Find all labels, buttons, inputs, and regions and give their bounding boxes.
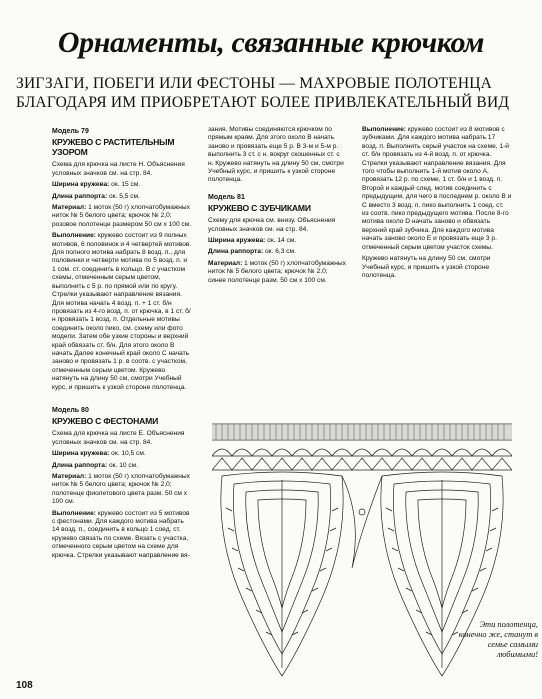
model-79-repeat: Длина раппорта: ок. 5,5 см. [52,192,140,200]
column-middle [208,126,346,288]
column-left [52,126,192,563]
model-79-scheme-note: Схема для крючка на листе Н. Объяснения условных значков см. на стр. 84. [52,161,185,177]
subtitle-line-2: БЛАГОДАРЯ ИМ ПРИОБРЕТАЮТ БОЛЕЕ ПРИВЛЕКАТЕЛЬНЫЙ ВИД [16,94,510,111]
model-79-execution: Выполнение: кружево состоит из 9 полных мотивов, 6 половинок и 4 четвертей мотивов. Для полного мотива набрать 8 возд. п., для половинки и четверти мотива по 5 возд. п. и 1 сом. ст. соединить в кольцо. В с участком схемы, отмеченным серым цветом, выполнить с 5 р. по прямой или по кругу. Стрелки указывают направление вязания. Для мотива начать 4 возд. п. + 1 ст. б/н провязать из 4-го возд. п. от крючка, в 1 ст. б/н провязать 1 возд. п. Отдельные мотивы соединить около пико, см. схему или фото модели. Затем обе узкие стороны и верхний край обвязать ст. б/н. Для этого около В начать Далее конечный край около С начать заново и провязать 1 р. в соотв. с участком, отмеченным серым цветом. Кружево натянуть на длину 50 см, смотри Учебный курс, и пришить к узкой стороне полотенца. [52,232,192,391]
model-81-execution: Выполнение: кружево состоит из 8 мотивов с зубчиками. Для каждого мотива набрать 17 возд. п. Выполнить серый участок на схеме, 1-й ст. б/н провязать из 4-й возд. п. от крючка. Стрелки указывают направление вязания. Для того чтобы выполнить 1-й мотив около А, провязать 12 р. по схеме, 1 ст. б/н и 1 возд. п. Второй и каждый след. мотив соединить с предыдущим, для чего в последнем р. около В и С вместо 3 возд. п. пико выполнить 1 соед. ст. из соотв. пико предыдущего мотива. После 8-го мотива около D начать заново и обвязать верхний край зубчика. Для каждого мотива начать заново около Е и провязать еще 3 р. отмеченный серым цветом участок схемы. [362,126,512,251]
model-81-finish: Кружево натянуть на длину 50 см, смотри Учебный курс, и пришить к узкой стороне полотенца. [362,255,491,279]
model-80-execution: Выполнение: кружево состоит из 5 мотивов с фестонами. Для каждого мотива набрать 14 возд. п., соединить в кольцо 1 соед. ст. кружево связать по схеме. Вязать с участка, отмеченного серым цветом на схеме для крючка. Стрелки указывают направление вя- [52,509,190,559]
model-80-repeat: Длина раппорта: ок. 10 см. [52,461,139,469]
model-79-number: Модель 79 [52,128,89,135]
model-79-heading: КРУЖЕВО С РАСТИТЕЛЬНЫМ УЗОРОМ [52,137,175,158]
model-81-number: Модель 81 [208,193,245,201]
photo-caption: Эти полотенца, конечно же, станут в семье самыми любимыми! [458,620,538,659]
model-80-material: Материал: 1 моток (50 г) хлопчатобумажных ниток № 5 белого цвета; крючок № 2,0; полотенце фиолетового цвета разм. 50 см х 100 см. [52,473,190,506]
model-81-width: Ширина кружева: ок. 14 см. [208,237,297,245]
page-subtitle [16,74,536,112]
page-number: 108 [16,680,33,691]
model-81-heading: КРУЖЕВО С ЗУБЧИКАМИ [208,203,311,214]
page-title: Орнаменты, связанные крючком [57,26,485,59]
model-80-continued: зания. Мотивы соединяются крючком по прямым краям. Для этого около В начать заново и провязать еще 5 р. В 3-м и 5-м р. выполнить 3 ст. с н. вокруг скошенных ст. с н. Кружево натянуть на длину 50 см, смотри Учебный курс, и пришить к узкой стороне полотенца. [208,126,344,184]
model-80-heading: КРУЖЕВО С ФЕСТОНАМИ [52,416,159,427]
model-81-material: Материал: 1 моток (50 г) хлопчатобумажных ниток № 5 белого цвета; крючок № 2,0; синее полотенце разм. 50 см х 100 см. [208,259,346,284]
subtitle-line-1: ЗИГЗАГИ, ПОБЕГИ ИЛИ ФЕСТОНЫ — МАХРОВЫЕ ПОЛОТЕНЦА [16,75,493,92]
model-80-scheme-note: Схема для крючка на листе Е. Объяснения условных значков см. на стр. 84. [52,430,185,446]
model-79-width: Ширина кружева: ок. 15 см. [52,181,141,189]
column-right [362,126,512,283]
model-80-width: Ширина кружева: ок. 10,5 см. [52,450,146,458]
model-80-number: Модель 80 [52,406,89,414]
model-81-scheme-note: Схему для крючка см. внизу. Объяснения условных значков см. на стр. 84. [208,217,336,233]
model-79-material: Материал: 1 моток (50 г) хлопчатобумажных ниток № 5 белого цвета; крючок № 2,0; розовое полотенце размером 50 см х 100 см. [52,204,192,228]
model-81-repeat: Длина раппорта: ок. 6,3 см. [208,248,296,256]
